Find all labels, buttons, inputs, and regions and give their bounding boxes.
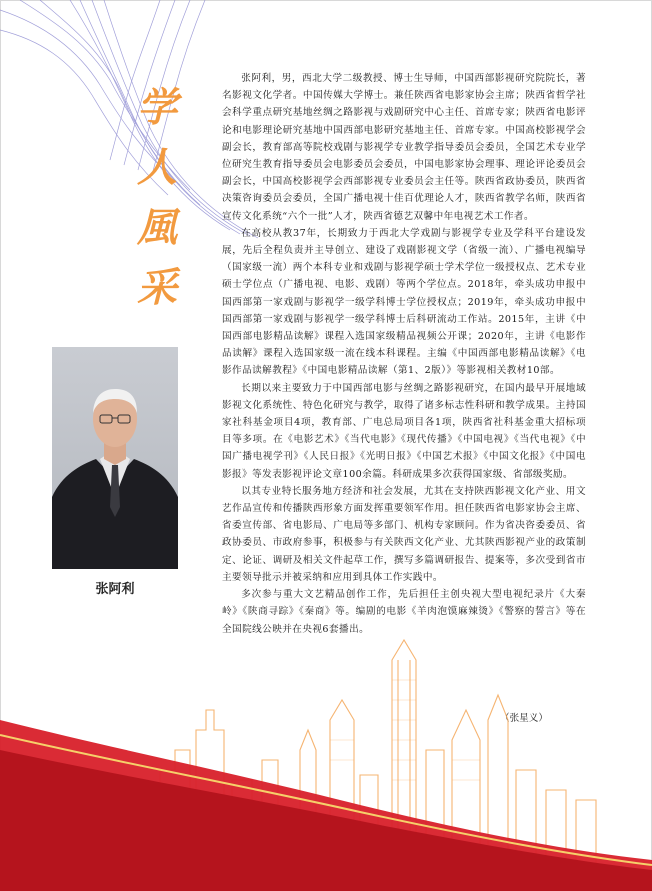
title-char: 人 [137,144,177,191]
author-signature: （张星义） [500,713,548,724]
article-paragraph: 张阿利，男，西北大学二级教授、博士生导师，中国西部影视研究院院长，著名影视文化学者。中国传媒大学博士。兼任陕西省电影家协会主席；陕西省哲学社会科学重点研究基地丝绸之路影视与戏剧研究中心主任、首席专家；陕西省电影评论和电影理论研究基地中国西部电影研究基地主任、首席专家。中国高校影视学会副会长，教育部高等院校戏剧与影视学专业教学指导委员会委员，全国艺术专业学位研究生教育指导委员会电影委员会委员，中国电影家协会理事、理论评论委员会副会长，中国高校影视学会西部影视专业委员会主任等。陕西省政协委员，陕西省决策咨询委员会委员，全国广播电视十佳百优理论人才，陕西省教学名师，陕西省宣传文化系统“六个一批”人才，陕西省德艺双馨中年电视艺术工作者。 [222,73,586,222]
title-char: 采 [137,264,177,311]
vertical-title [132,78,182,318]
article-paragraph: 长期以来主要致力于中国西部电影与丝绸之路影视研究，在国内最早开展地域影视文化系统性、特色化研究与教学，取得了诸多标志性科研和教学成果。主持国家社科基金项目4项，教育部、广电总局项目各1项，陕西省社科基金重大招标项目等多项。在《电影艺术》《当代电影》《现代传播》《中国电视》《当代电视》《中国广播电视学刊》《人民日报》《光明日报》《中国艺术报》《中国文化报》《中国电影报》等发表影视评论文章100余篇。科研成果多次获得国家级、省部级奖励。 [222,382,586,480]
article-body [222,70,586,638]
title-char: 学 [137,84,177,131]
portrait-photo [52,347,178,569]
article-paragraph: 以其专业特长服务地方经济和社会发展，尤其在支持陕西影视文化产业、用文艺作品宣传和传播陕西形象方面发挥重要领军作用。担任陕西省电影家协会主席、省委宣传部、省电影局、广电局等多部门、机构专家顾问。作为省决咨委委员、省政协委员、市政府参事，积极参与有关陕西文化产业、尤其陕西影视产业的政策制定、论证、调研及相关文件起草工作，撰写多篇调研报告、提案等，多次受到省市主要领导批示并被采纳和应用到具体工作实践中。 [222,485,586,583]
article-paragraph: 在高校从教37年，长期致力于西北大学戏剧与影视学专业及学科平台建设发展，先后全程负责并主导创立、建设了戏剧影视文学（省级一流）、广播电视编导（国家级一流）两个本科专业和戏剧与影视学硕士学术学位一级授权点、艺术专业硕士学位点（广播电视、电影、戏剧）等两个学位点。2018年，牵头成功申报中国西部第一家戏剧与影视学一级学科博士学位授权点；2019年，牵头成功申报中国西部第一家戏剧与影视学一级学科博士后科研流动工作站。2015年，主讲《中国西部电影精品读解》课程入选国家级精品视频公开课；2020年，主讲《电影作品读解》课程入选国家级一流在线本科课程。主编《中国西部电影精品读解》《电影作品读解教程》《中国电影精品读解（第1、2版）》等影视相关教材10部。 [222,227,586,377]
title-char: 風 [137,204,177,251]
city-skyline-decoration [0,600,652,891]
article-paragraph: 多次参与重大文艺精品创作工作，先后担任主创央视大型电视纪录片《大秦岭》《陕商寻踪》《秦商》等。编剧的电影《羊肉泡馍麻辣烫》《警察的誓言》等在全国院线公映并在央视6套播出。 [222,589,586,635]
photo-caption: 张阿利 [95,582,135,597]
